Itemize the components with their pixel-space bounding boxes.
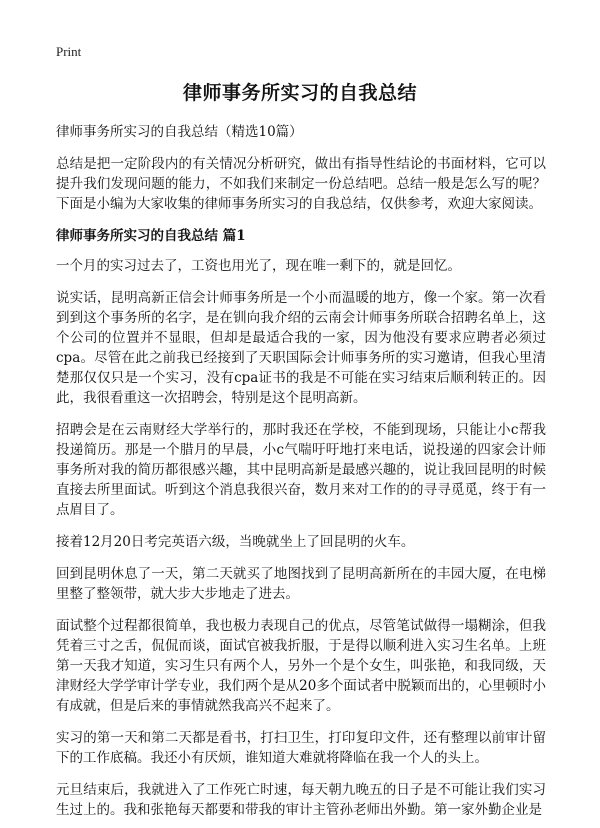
intro-paragraph: 总结是把一定阶段内的有关情况分析研究，做出有指导性结论的书面材料，它可以提升我们发现问题的能力，不如我们来制定一份总结吧。总结一般是怎么写的呢？下面是小编为大家收集的律师事务所实习的自我总结，仅供参考，欢迎大家阅读。 <box>56 156 546 212</box>
document-subtitle: 律师事务所实习的自我总结（精选10篇） <box>56 124 303 140</box>
print-link[interactable]: Print <box>56 44 82 59</box>
paragraph: 招聘会是在云南财经大学举行的，那时我还在学校，不能到现场，只能让小c帮我投递简历。那是一个腊月的早晨，小c气喘吁吁地打来电话，说投递的四家会计师事务所对我的简历都很感兴趣，其中昆明高新是最感兴趣的，说让我回昆明的时候直接去所里面试。听到这个消息我很兴奋，数月来对工作的的寻寻觅觅，终于有一点眉目了。 <box>56 422 546 518</box>
paragraph: 元旦结束后，我就进入了工作死亡时速，每天朝九晚五的日子是不可能让我们实习生过上的。我和张艳每天都要和带我的审计主管孙老师出外勤。第一家外勤企业是 <box>56 782 546 818</box>
paragraph: 一个月的实习过去了，工资也用光了，现在唯一剩下的，就是回忆。 <box>56 258 461 274</box>
paragraph: 回到昆明休息了一天，第二天就买了地图找到了昆明高新所在的丰园大厦，在电梯里整了整领带，就大步大步地走了进去。 <box>56 566 546 602</box>
paragraph: 面试整个过程都很简单，我也极力表现自己的优点，尽管笔试做得一塌糊涂，但我凭着三寸之舌，侃侃而谈，面试官被我折服，于是得以顺利进入实习生名单。上班第一天我才知道，实习生只有两个人，另外一个是个女生，叫张艳，和我同级，天津财经大学学审计学专业，我们两个是从20多个面试者中脱颖而出的，心里顿时小有成就，但是后来的事情就然我高兴不起来了。 <box>56 618 546 714</box>
paragraph: 接着12月20日考完英语六级，当晚就坐上了回昆明的火车。 <box>56 534 415 550</box>
paragraph: 实习的第一天和第二天都是看书，打扫卫生，打印复印文件，还有整理以前审计留下的工作底稿。我还小有厌烦，谁知道大难就将降临在我一个人的头上。 <box>56 730 546 766</box>
document-title: 律师事务所实习的自我总结 <box>182 82 417 104</box>
paragraph: 说实话，昆明高新正信会计师事务所是一个小而温暖的地方，像一个家。第一次看到到这个事务所的名字，是在钏向我介绍的云南会计师事务所联合招聘名单上，这个公司的位置并不显眼，但却是最适合我的一家，因为他没有要求应聘者必须过cpa。尽管在此之前我已经接到了天职国际会计师事务所的实习邀请，但我心里清楚那仅仅只是一个实习，没有cpa证书的我是不可能在实习结束后顺利转正的。因此，我很看重这一次招聘会，特别是这个昆明高新。 <box>56 290 546 406</box>
document-body <box>56 122 546 828</box>
section-heading: 律师事务所实习的自我总结 篇1 <box>56 228 246 244</box>
